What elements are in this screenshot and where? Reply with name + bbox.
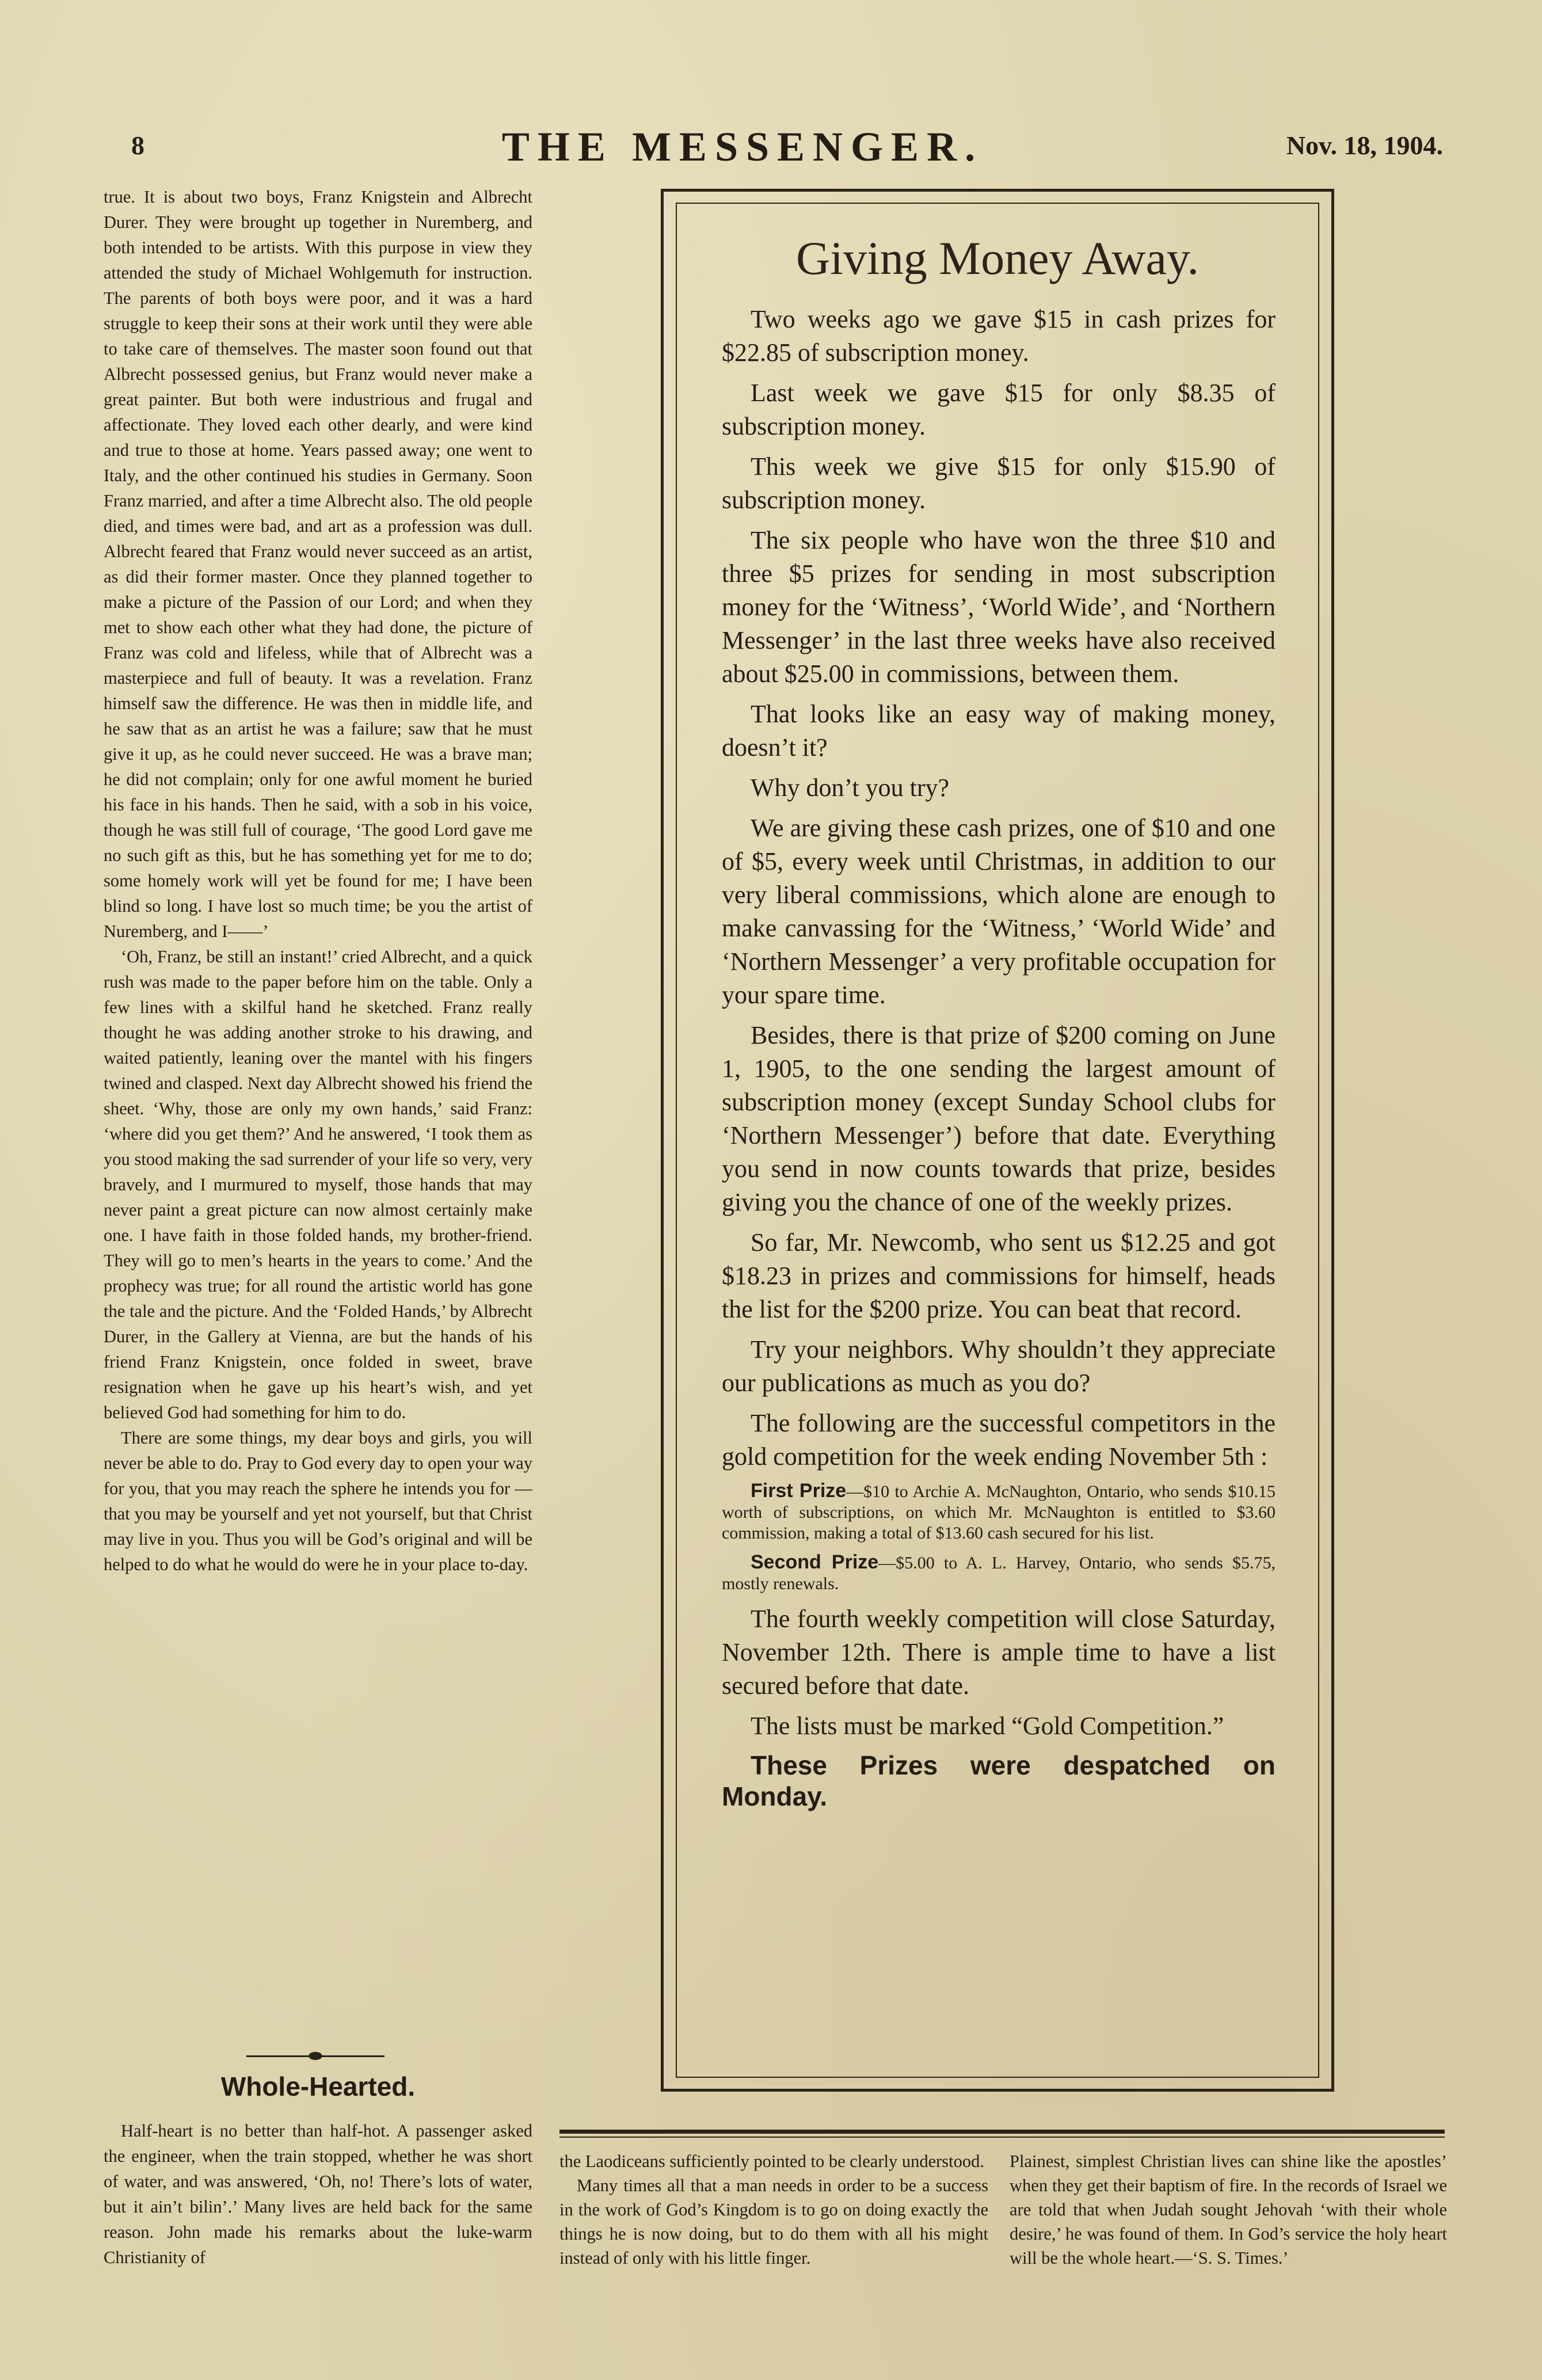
- advert-paragraph: Why don’t you try?: [751, 774, 950, 802]
- advert-paragraph: The six people who have won the three $10 and three $5 prizes for sending in most subscription money for the ‘Witness’, ‘World Wide’, and ‘Northern Messenger’ in the last three weeks have also received about $25.00 in commissions, between them.: [722, 526, 1276, 688]
- bottom-column-1: [559, 2149, 988, 2270]
- advert-paragraph: Try your neighbors. Why shouldn’t they appreciate our publications as much as you do?: [722, 1335, 1276, 1397]
- bottom-paragraph: Many times all that a man needs in order to be a success in the work of God’s Kingdom is to go on doing exactly the things he is now doing, but to do them with all his might instead of only with his little finger.: [559, 2176, 988, 2268]
- first-prize-entry: [722, 1480, 1276, 1544]
- page-number: 8: [131, 131, 144, 160]
- masthead-title: THE MESSENGER.: [501, 124, 984, 170]
- despatch-notice: These Prizes were despatched on Monday.: [722, 1750, 1276, 1811]
- bottom-rule-thick: [559, 2130, 1445, 2134]
- divider-dot: [309, 2052, 322, 2060]
- advert-paragraph: So far, Mr. Newcomb, who sent us $12.25 and got $18.23 in prizes and commissions for himself, heads the list for the $200 prize. You can beat that record.: [722, 1228, 1276, 1323]
- bottom-rule-thin: [559, 2137, 1445, 2138]
- second-prize-label: Second Prize: [751, 1551, 879, 1573]
- story-paragraph: true. It is about two boys, Franz Knigstein and Albrecht Durer. They were brought up together in Nuremberg, and both intended to be artists. With this purpose in view they attended the study of Michael Wohlgemuth for instruction. The parents of both boys were poor, and it was a hard struggle to keep their sons at their work until they were able to take care of themselves. The master soon found out that Albrecht possessed genius, but Franz would never make a great painter. But both were industrious and frugal and affectionate. They loved each other dearly, and were kind and true to those at home. Years passed away; one went to Italy, and the other continued his studies in Germany. Soon Franz married, and after a time Albrecht also. The old people died, and times were bad, and art as a profession was dull. Albrecht feared that Franz would never succeed as an artist, as did their former master. Once they planned together to make a picture of the Passion of our Lord; and when they met to show each other what they had done, the picture of Franz was cold and lifeless, while that of Albrecht was a masterpiece and full of beauty. It was a revelation. Franz himself saw the difference. He was then in middle life, and he saw that as an artist he was a failure; saw that he must give it up, as he could never succeed. He was a brave man; he did not complain; only for one awful moment he buried his face in his hands. Then he said, with a sob in his voice, though he was still full of courage, ‘The good Lord gave me no such gift as this, but he has something yet for me to do; some homely work will yet be found for me; I have been blind so long. I have lost so much time; be you the artist of Nuremberg, and I——’: [104, 187, 532, 941]
- story-paragraph: ‘Oh, Franz, be still an instant!’ cried Albrecht, and a quick rush was made to the paper before him on the table. Only a few lines with a skilful hand he sketched. Franz really thought he was adding another stroke to his drawing, and waited patiently, leaning over the mantel with his fingers twined and clasped. Next day Albrecht showed his friend the sheet. ‘Why, those are only my own hands,’ said Franz: ‘where did you get them?’ And he answered, ‘I took them as you stood making the sad surrender of your life so very, very bravely, and I murmured to myself, those hands that may never paint a great picture can now almost certainly make one. I have faith in those folded hands, my brother-friend. They will go to men’s hearts in the years to come.’ And the prophecy was true; for all round the artistic world has gone the tale and the picture. And the ‘Folded Hands,’ by Albrecht Durer, in the Gallery at Vienna, are but the hands of his friend Franz Knigstein, once folded in sweet, brave resignation when he gave up his heart’s wish, and yet believed God had something for him to do.: [104, 947, 532, 1422]
- advert-paragraph: Two weeks ago we gave $15 in cash prizes for $22.85 of subscription money.: [722, 305, 1276, 367]
- advert-paragraph: The following are the successful competitors in the gold competition for the week ending November 5th :: [722, 1409, 1276, 1471]
- advert-body: [722, 303, 1276, 1819]
- issue-date: Nov. 18, 1904.: [1286, 131, 1443, 160]
- advert-paragraph: The lists must be marked “Gold Competition.”: [751, 1712, 1224, 1740]
- advert-paragraph: We are giving these cash prizes, one of $10 and one of $5, every week until Christmas, in addition to our very liberal commissions, which alone are enough to make canvassing for the ‘Witness,’ ‘World Wide’ and ‘Northern Messenger’ a very profitable occupation for your spare time.: [722, 814, 1276, 1009]
- second-prize-entry: [722, 1552, 1276, 1594]
- story-column: [104, 184, 532, 1577]
- story-paragraph: There are some things, my dear boys and girls, you will never be able to do. Pray to God every day to open your way for you, that you may reach the sphere he intends you for —that you may be yourself and yet not yourself, but that Christ may live in you. Thus you will be God’s original and will be helped to do what he would do were he in your place to-day.: [104, 1428, 532, 1574]
- advert-paragraph: The fourth weekly competition will close Saturday, November 12th. There is ample time to have a list secured before that date.: [722, 1605, 1276, 1700]
- advert-paragraph: This week we give $15 for only $15.90 of subscription money.: [722, 452, 1276, 514]
- second-prize-text: —$5.00 to A. L. Harvey, Ontario, who sends $5.75, mostly renewals.: [722, 1553, 1276, 1593]
- article-heading: Whole-Hearted.: [220, 2071, 416, 2101]
- bottom-paragraph: Plainest, simplest Christian lives can shine like the apostles’ when they get their baptism of fire. In the records of Israel we are told that when Judah sought Jehovah ‘with their whole desire,’ he was found of them. In God’s service the holy heart will be the whole heart.—‘S. S. Times.’: [1010, 2151, 1447, 2268]
- advert-paragraph: That looks like an easy way of making money, doesn’t it?: [722, 700, 1276, 761]
- advert-paragraph: Besides, there is that prize of $200 coming on June 1, 1905, to the one sending the largest amount of subscription money (except Sunday School clubs for ‘Northern Messenger’) before that date. Everything you send in now counts towards that prize, besides giving you the chance of one of the weekly prizes.: [722, 1021, 1276, 1216]
- advert-title: Giving Money Away.: [795, 232, 1200, 284]
- bottom-column-2: [1010, 2149, 1447, 2270]
- article-body: [104, 2118, 532, 2270]
- article-paragraph: Half-heart is no better than half-hot. A passenger asked the engineer, when the train stopped, whether he was short of water, and was answered, ‘Oh, no! There’s lots of water, but it ain’t bilin’.’ Many lives are held back for the same reason. John made his remarks about the luke-warm Christianity of: [104, 2121, 532, 2267]
- section-divider-ornament: [246, 2049, 384, 2063]
- first-prize-label: First Prize: [751, 1480, 847, 1502]
- advert-paragraph: Last week we gave $15 for only $8.35 of subscription money.: [722, 379, 1276, 440]
- first-prize-text: —$10 to Archie A. McNaughton, Ontario, who sends $10.15 worth of subscriptions, on which Mr. McNaughton is entitled to $3.60 commission, making a total of $13.60 cash secured for his list.: [722, 1482, 1276, 1543]
- bottom-paragraph: the Laodiceans sufficiently pointed to be clearly understood.: [559, 2151, 984, 2171]
